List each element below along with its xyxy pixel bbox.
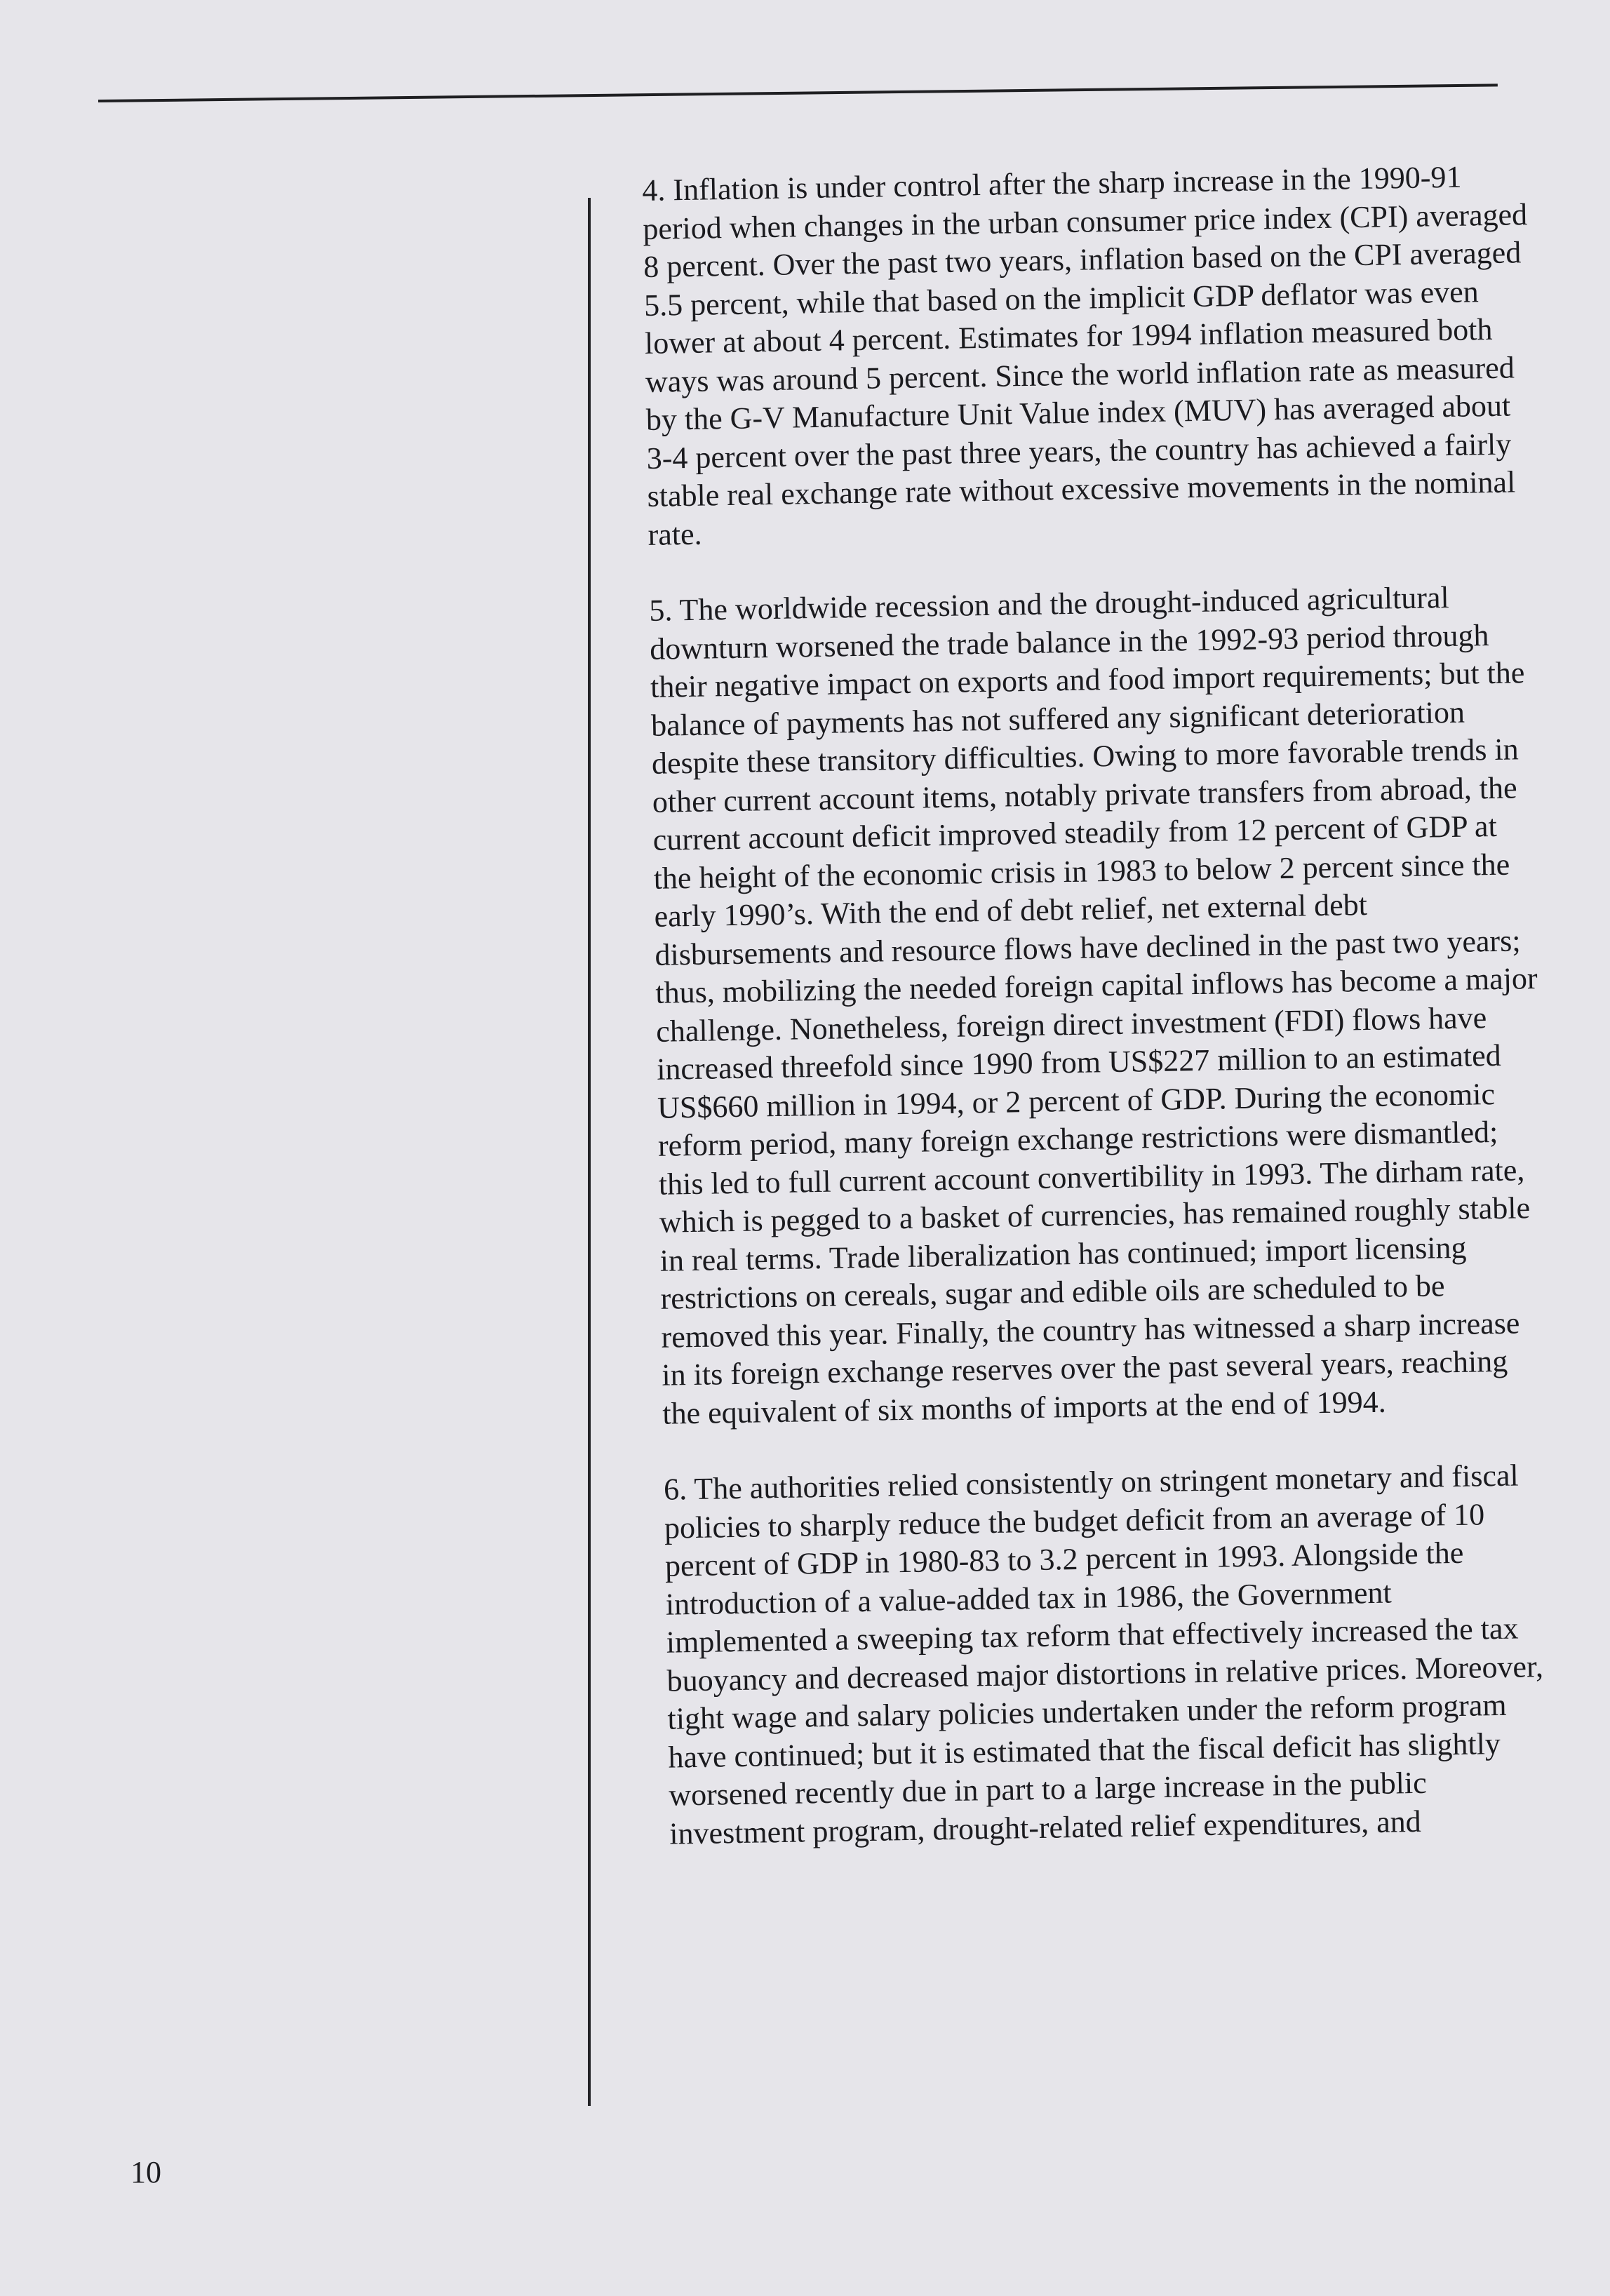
paragraph-4: 4. Inflation is under control after the sharp increase in the 1990-91 period when changes in the urban consumer price index (CPI) averaged 8 percent. Over the past two years, inflation based on the CPI averaged 5.5 percent, while that based on the implicit GDP deflator was even lower at about 4 percent. Estimates for 1994 inflation measured both ways was around 5 percent. Since the world inflation rate as measured by the G-V Manufacture Unit Value index (MUV) has averaged about 3-4 percent over the past three years, the country has achieved a fairly stable real exchange rate without excessive movements in the nominal rate. [642,159,1528,552]
paragraph-6: 6. The authorities relied consistently on stringent monetary and fiscal policies to sharply reduce the budget deficit from an average of 10 percent of GDP in 1980-83 to 3.2 percent in 1993. Alongside the introduction of a value-added tax in 1986, the Government implemented a sweeping tax reform that effectively increased the tax buoyancy and decreased major distortions in relative prices. Moreover, tight wage and salary policies undertaken under the reform program have continued; but it is estimated that the fiscal deficit has slightly worsened recently due in part to a large increase in the public investment program, drought-related relief expenditures, and [663,1458,1544,1851]
header-rule [98,83,1498,102]
body-text [642,157,1557,1853]
margin-rule [588,198,591,2106]
page-number: 10 [130,2155,161,2189]
paragraph-5: 5. The worldwide recession and the drought-induced agricultural downturn worsened the trade balance in the 1992-93 period through their negative impact on exports and food import requirements; but the balance of payments has not suffered any significant deterioration despite these transitory difficulties. Owing to more favorable trends in other current account items, notably private transfers from abroad, the current account deficit improved steadily from 12 percent of GDP at the height of the economic crisis in 1983 to below 2 percent since the early 1990’s. With the end of debt relief, net external debt disbursements and resource flows have declined in the past two years; thus, mobilizing the needed foreign capital inflows has become a major challenge. Nonetheless, foreign direct investment (FDI) flows have increased threefold since 1990 from US$227 million to an estimated US$660 million in 1994, or 2 percent of GDP. During the economic reform period, many foreign exchange restrictions were dismantled; this led to full current account convertibility in 1993. The dirham rate, which is pegged to a basket of currencies, has remained roughly stable in real terms. Trade liberalization has continued; import licensing restrictions on cereals, sugar and edible oils are scheduled to be removed this year. Finally, the country has witnessed a sharp increase in its foreign exchange reserves over the past several years, reaching the equivalent of six months of imports at the end of 1994. [648,580,1538,1431]
